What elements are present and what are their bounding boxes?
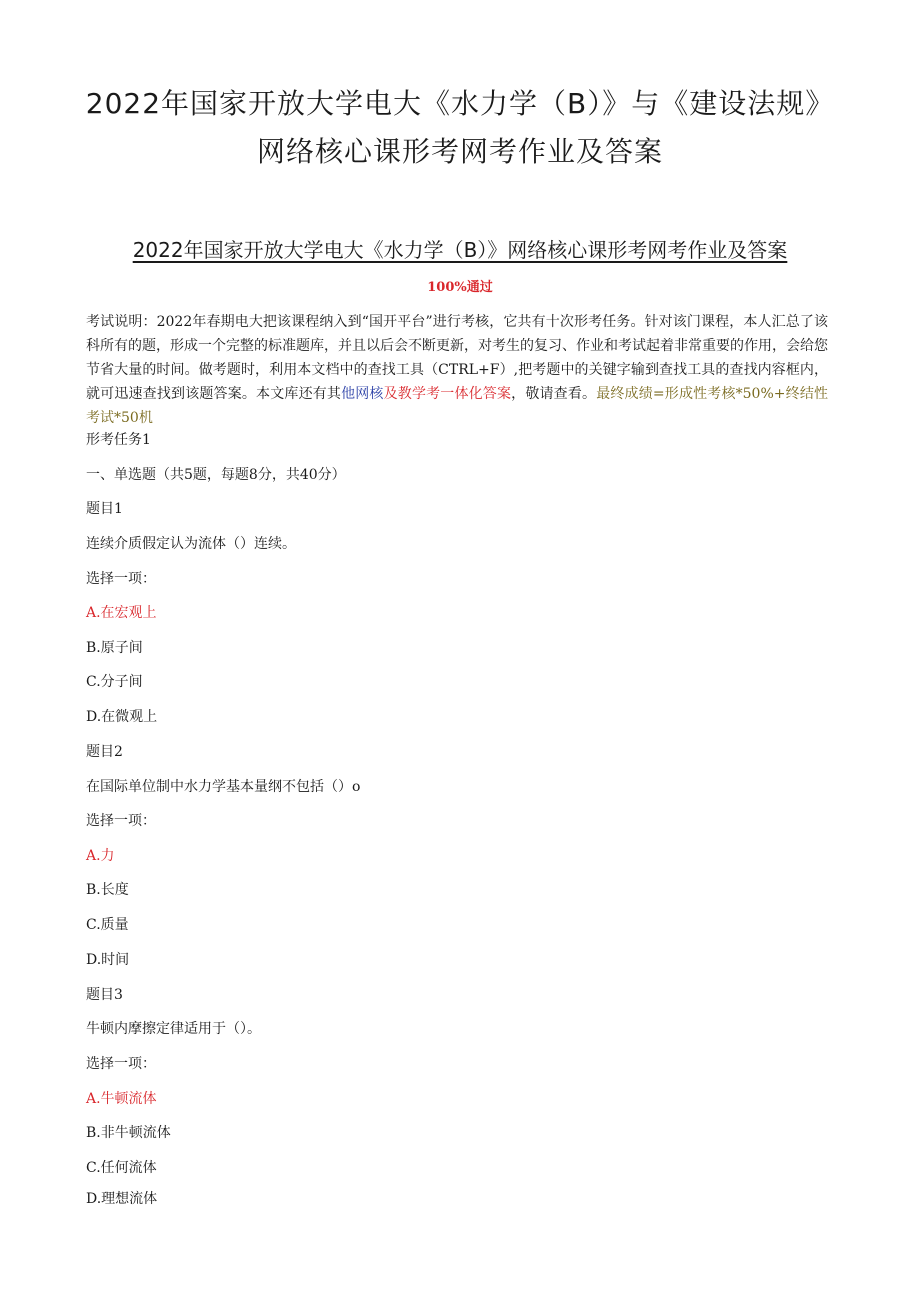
- option: C.任何流体: [86, 1160, 157, 1176]
- option: D.在微观上: [86, 709, 158, 725]
- document-title-line-1: 2022年国家开放大学电大《水力学（B）》与《建设法规》: [85, 87, 835, 120]
- document-subtitle: 2022年国家开放大学电大《水力学（B）》网络核心课形考网考作业及答案: [132, 238, 788, 262]
- choose-one-prompt: 选择一项：: [86, 1056, 156, 1072]
- correct-option: A.在宏观上: [86, 605, 157, 621]
- question-stem: 牛顿内摩擦定律适用于（）。: [86, 1021, 261, 1037]
- option: D.时间: [86, 952, 130, 968]
- correct-option: A.牛顿流体: [86, 1091, 157, 1107]
- option: B.原子间: [86, 640, 143, 656]
- document-title-line-2: 网络核心课形考网考作业及答案: [256, 135, 663, 168]
- intro-text: 考试说明：2022年春期电大把该课程纳入到“国开平台”进行考核，它共有十次形考任务。针对该门课程，本人汇总了该科所有的题，形成一个完整的标准题库，并且以后会不断更新，对考生的复习、作业和考试起着非常重要的作用，会给您节省大量的时间。做考题时，利用本文档中的查找工具（CTRL+F）,把考题中的关键字输到查找工具的查找内容框内，就可迅速查找到该题答案。本文库还有其: [86, 314, 828, 402]
- exam-instructions: [86, 310, 828, 430]
- intro-blue-text: 他网核: [341, 386, 384, 402]
- question-label: 题目1: [86, 501, 123, 517]
- question-label: 题目2: [86, 744, 123, 760]
- section-heading: 一、单选题（共5题，每题8分，共40分）: [86, 467, 346, 483]
- option: D.理想流体: [86, 1191, 158, 1207]
- option: B.长度: [86, 882, 129, 898]
- question-label: 题目3: [86, 987, 123, 1003]
- question-stem: 连续介质假定认为流体（）连续。: [86, 536, 296, 552]
- intro-text-end: ，敬请查看。: [511, 386, 597, 402]
- task-heading: 形考任务1: [86, 432, 151, 448]
- intro-red-text: 及教学考一体化答案: [383, 386, 512, 402]
- grading-formula: 最终成绩=形成性考核*50%+终结性考试*50机: [86, 386, 828, 426]
- option: C.分子间: [86, 674, 143, 690]
- pass-badge: 100%通过: [427, 280, 493, 295]
- correct-option: A.力: [86, 848, 115, 864]
- option: B.非牛顿流体: [86, 1125, 171, 1141]
- choose-one-prompt: 选择一项：: [86, 813, 156, 829]
- option: C.质量: [86, 917, 129, 933]
- choose-one-prompt: 选择一项：: [86, 571, 156, 587]
- question-stem: 在国际单位制中水力学基本量纲不包括（）o: [86, 779, 361, 795]
